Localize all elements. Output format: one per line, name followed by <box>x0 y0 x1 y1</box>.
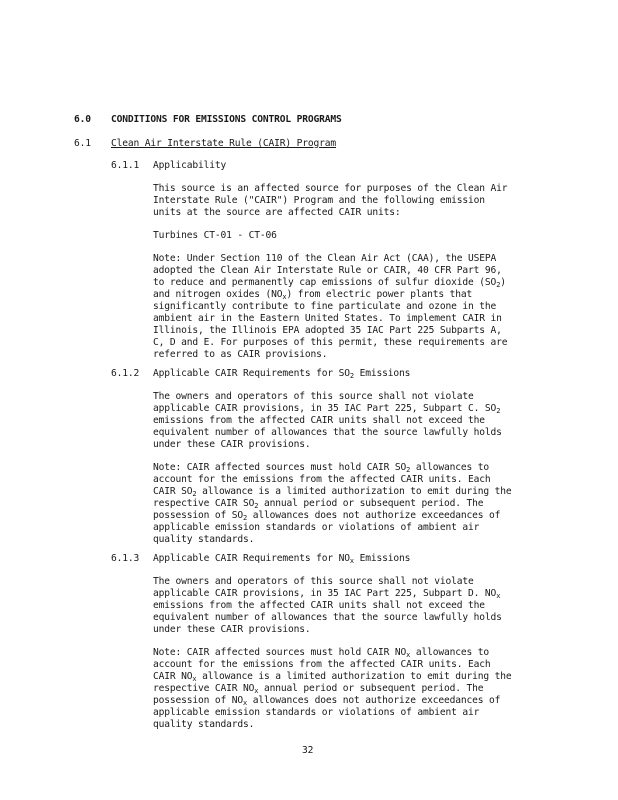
s613-note-text: allowances does not authorize exceedances of <box>247 695 501 706</box>
s611-para-line: Interstate Rule ("CAIR") Program and the following emission <box>153 195 485 206</box>
subsection-title: Clean Air Interstate Rule (CAIR) Program <box>111 138 337 149</box>
s612-para-line: equivalent number of allowances that the source lawfully holds <box>153 427 502 438</box>
s613-note-text: allowance is a limited authorization to emit during the <box>196 671 512 682</box>
section-number: 6.0 <box>74 114 91 125</box>
subsection-number: 6.1 <box>74 138 91 149</box>
page-number: 32 <box>302 745 314 756</box>
s611-note-text: ) <box>500 277 506 288</box>
s612-note-text: CAIR SO <box>153 486 193 497</box>
s611-note-subscript: 2 <box>496 281 501 289</box>
s612-note-line: quality standards. <box>153 534 255 545</box>
s611-para-line: units at the source are affected CAIR units: <box>153 207 401 218</box>
s612-para-line: The owners and operators of this source shall not violate <box>153 391 474 402</box>
s613-para-line: The owners and operators of this source shall not violate <box>153 576 474 587</box>
s613-note-subscript: x <box>192 675 197 683</box>
s612-title-text: Emissions <box>354 368 411 379</box>
s612-note-text: allowances to <box>410 462 490 473</box>
s613-title-text: Applicable CAIR Requirements for NO <box>153 553 350 564</box>
s611-note-line: C, D and E. For purposes of this permit, these requirements are <box>153 337 508 348</box>
s612-note-subscript: 2 <box>254 502 259 510</box>
s612-title-text: Applicable CAIR Requirements for SO <box>153 368 350 379</box>
s613-note-text: CAIR NO <box>153 671 193 682</box>
s612-note-line: applicable emission standards or violations of ambient air <box>153 522 480 533</box>
section-title: CONDITIONS FOR EMISSIONS CONTROL PROGRAMS <box>111 114 342 125</box>
s612-para-subscript: 2 <box>496 407 501 415</box>
s612-note-text: allowances does not authorize exceedances of <box>247 510 501 521</box>
s611-note-line: significantly contribute to fine particulate and ozone in the <box>153 301 497 312</box>
s612-para-line: under these CAIR provisions. <box>153 439 311 450</box>
s613-para-line: under these CAIR provisions. <box>153 624 311 635</box>
s611-note-text: to reduce and permanently cap emissions of sulfur dioxide (SO <box>153 277 497 288</box>
s613-note-subscript: x <box>406 651 411 659</box>
s612-note-text: respective CAIR SO <box>153 498 255 509</box>
s611-number: 6.1.1 <box>111 160 140 171</box>
s611-title: Applicability <box>153 160 227 171</box>
s612-note-text: Note: CAIR affected sources must hold CAIR SO <box>153 462 407 473</box>
s611-note-line: Note: Under Section 110 of the Clean Air Act (CAA), the USEPA <box>153 253 497 264</box>
s612-note-text: annual period or subsequent period. The <box>258 498 484 509</box>
s612-note-text: possession of SO <box>153 510 244 521</box>
s613-title <box>153 553 410 567</box>
s612-title-subscript: 2 <box>349 372 354 380</box>
s613-note-text: respective CAIR NO <box>153 683 255 694</box>
s613-para-line: emissions from the affected CAIR units shall not exceed the <box>153 600 485 611</box>
s613-note-subscript: x <box>243 699 248 707</box>
s612-note-subscript: 2 <box>192 490 197 498</box>
s613-note-line: applicable emission standards or violations of ambient air <box>153 707 480 718</box>
s611-note-line: adopted the Clean Air Interstate Rule or CAIR, 40 CFR Part 96, <box>153 265 502 276</box>
s611-note-line: ambient air in the Eastern United States. To implement CAIR in <box>153 313 502 324</box>
s612-para-text: applicable CAIR provisions, in 35 IAC Part 225, Subpart C. SO <box>153 403 497 414</box>
s613-para-line: equivalent number of allowances that the source lawfully holds <box>153 612 502 623</box>
s612-number: 6.1.2 <box>111 368 140 379</box>
s611-note-text: ) from electric power plants that <box>286 289 473 300</box>
s611-para-line: This source is an affected source for purposes of the Clean Air <box>153 183 508 194</box>
s612-note-subscript: 2 <box>243 514 248 522</box>
s611-units: Turbines CT-01 - CT-06 <box>153 230 277 241</box>
s613-note-line: quality standards. <box>153 719 255 730</box>
s612-note-subscript: 2 <box>406 466 411 474</box>
s613-note-line: account for the emissions from the affected CAIR units. Each <box>153 659 491 670</box>
s613-note-text: allowances to <box>410 647 490 658</box>
s612-note-line: account for the emissions from the affected CAIR units. Each <box>153 474 491 485</box>
s611-note-line: referred to as CAIR provisions. <box>153 349 328 360</box>
s613-note-text: possession of NO <box>153 695 244 706</box>
s613-number: 6.1.3 <box>111 553 140 564</box>
s612-para-line: emissions from the affected CAIR units shall not exceed the <box>153 415 485 426</box>
s613-note-subscript: x <box>254 687 259 695</box>
s613-note-text: Note: CAIR affected sources must hold CAIR NO <box>153 647 407 658</box>
s612-title <box>153 368 410 382</box>
s611-note-line: Illinois, the Illinois EPA adopted 35 IAC Part 225 Subparts A, <box>153 325 502 336</box>
s613-note-text: annual period or subsequent period. The <box>258 683 484 694</box>
s611-note-subscript: x <box>282 293 287 301</box>
s613-title-text: Emissions <box>354 553 411 564</box>
s611-note-text: and nitrogen oxides (NO <box>153 289 283 300</box>
s612-note-text: allowance is a limited authorization to emit during the <box>196 486 512 497</box>
s613-para-subscript: x <box>496 592 501 600</box>
s613-title-subscript: x <box>349 557 354 565</box>
s613-para-text: applicable CAIR provisions, in 35 IAC Part 225, Subpart D. NO <box>153 588 497 599</box>
